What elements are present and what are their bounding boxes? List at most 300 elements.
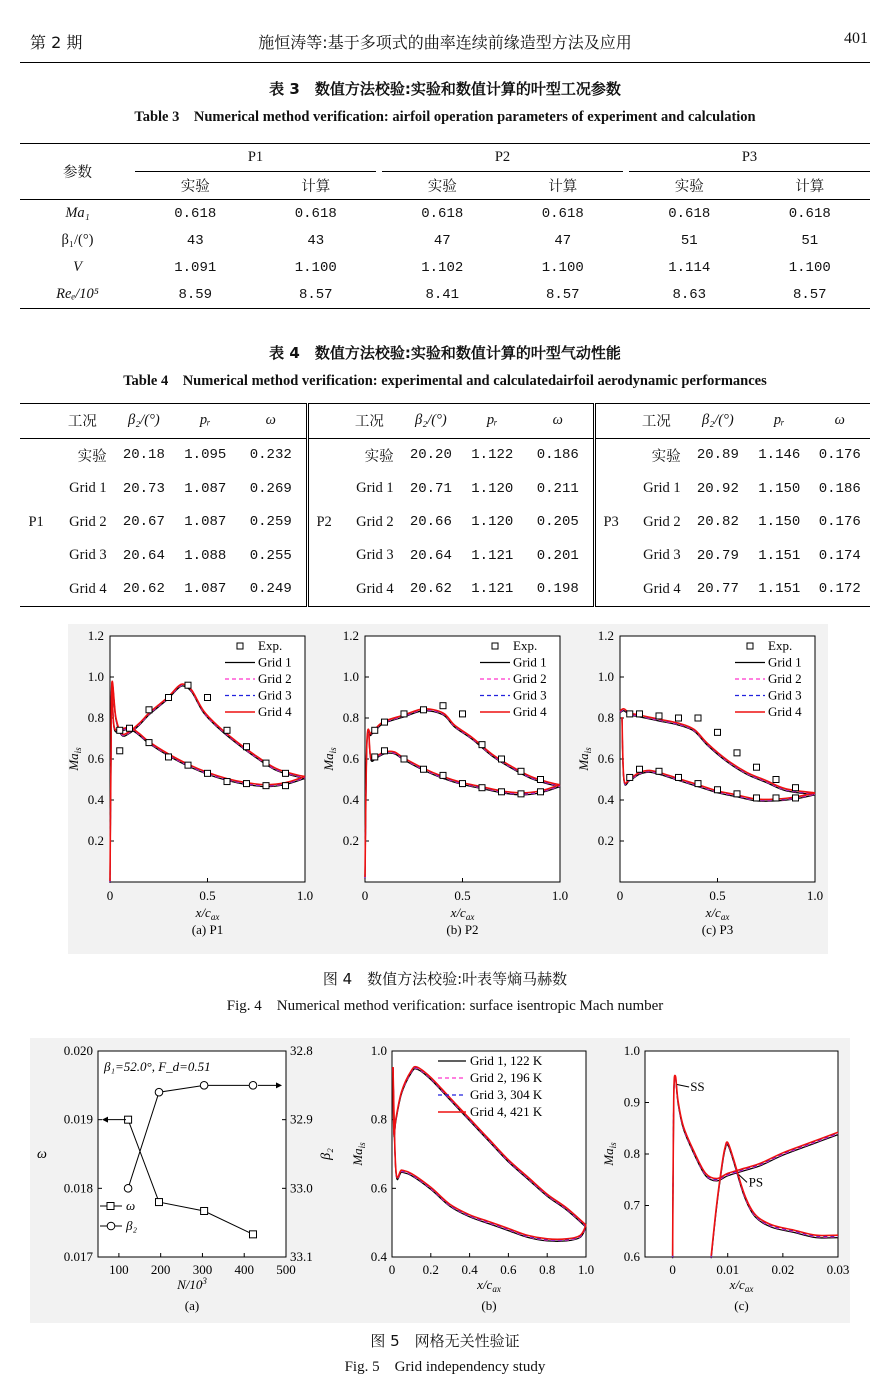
exp-marker (695, 715, 701, 721)
y-tick-label: 0.4 (370, 1249, 387, 1264)
legend-label: Grid 2 (258, 671, 292, 686)
y-axis-label-sub: is (73, 747, 83, 754)
table4-block-label: P2 (316, 513, 332, 530)
table-cell: 8.63 (672, 286, 707, 303)
table-cell: 20.62 (122, 581, 165, 598)
exp-marker (401, 711, 407, 717)
table4-row-label: Grid 3 (643, 547, 681, 564)
table3-row-label: Ma₁ (65, 205, 90, 221)
table3-row-label: β₁/(°) (61, 232, 94, 248)
y-tick-label: 0.6 (87, 751, 104, 766)
y-axis-label-sub: is (357, 1142, 367, 1149)
exp-marker (676, 715, 682, 721)
y-tick-label: 0.2 (597, 833, 614, 848)
exp-marker (382, 748, 388, 754)
x-tick-label: 1.0 (806, 888, 824, 903)
table-cell: 51 (801, 232, 819, 249)
exp-marker (166, 695, 172, 701)
table-cell: 1.102 (421, 259, 464, 276)
table-cell: 20.92 (696, 480, 739, 497)
beta2-marker (124, 1185, 132, 1193)
table3-row-label: Reₑ/10⁵ (56, 286, 99, 302)
x-tick-label: 0 (669, 1262, 676, 1277)
table-cell: 0.259 (236, 506, 308, 540)
table4-row-label: Grid 1 (356, 480, 394, 497)
exp-marker (440, 703, 446, 709)
table-cell: 20.18 (122, 447, 165, 464)
table4-caption-en: Table 4 Numerical method verification: experimental and calculatedairfoil aerodynamic performances (123, 373, 767, 389)
exp-marker (127, 725, 133, 731)
y-axis-label-sub: is (583, 747, 593, 754)
y2-tick-label: 32.9 (290, 1111, 313, 1127)
exp-marker (656, 768, 662, 774)
legend-marker-omega (107, 1203, 114, 1210)
table-cell: 1.151 (758, 581, 801, 598)
x-axis-label-sup: 3 (202, 1276, 207, 1286)
header-rule (20, 62, 870, 63)
exp-marker (372, 754, 378, 760)
table-cell: 1.114 (668, 259, 711, 276)
fig4-subplot-3 (576, 628, 823, 937)
exp-marker (518, 768, 524, 774)
x-tick-label: 0.5 (454, 888, 471, 903)
table-cell: 0.232 (236, 438, 308, 472)
running-header (0, 0, 890, 64)
table-cell: 0.201 (523, 539, 595, 573)
table3-sub-header: 计算 (301, 179, 331, 195)
table4-head: ω (523, 404, 595, 439)
table-cell: 43 (307, 232, 325, 249)
legend-label: Grid 4 (768, 704, 802, 719)
table3-group-header: P2 (382, 144, 623, 172)
x-tick-label: 0 (361, 888, 369, 903)
x-tick-label: 1.0 (577, 1262, 595, 1277)
table4-head: ω (236, 404, 308, 439)
y-tick-label: 0.9 (623, 1094, 640, 1110)
table4-head: pᵣ (773, 412, 785, 429)
x-tick-label: 0.02 (771, 1262, 795, 1277)
subplot-caption: (a) (184, 1298, 200, 1313)
table-cell: 1.100 (541, 259, 584, 276)
exp-marker (146, 707, 152, 713)
table4-row-label: Grid 3 (69, 547, 107, 564)
legend-label: Grid 2 (513, 671, 547, 686)
y-tick-label: 0.8 (342, 710, 359, 725)
exp-marker (793, 795, 799, 801)
x-tick-label: 0.6 (500, 1262, 517, 1277)
x-tick-label: 0.8 (539, 1262, 556, 1277)
y-tick-label: 0.020 (63, 1043, 93, 1058)
table-cell: 20.66 (409, 514, 452, 531)
table4-block-label (595, 438, 627, 472)
table3-group-header: P3 (629, 144, 870, 172)
table-cell: 1.095 (184, 447, 227, 464)
table4-row-label: Grid 4 (356, 580, 394, 597)
table3-sub-header: 实验 (427, 179, 457, 195)
table-row (20, 506, 870, 540)
x-tick-label: 0.01 (716, 1262, 740, 1277)
exp-marker (244, 781, 250, 787)
y-tick-label: 0.2 (87, 833, 104, 848)
exp-marker (283, 783, 289, 789)
table-cell: 0.174 (818, 547, 861, 564)
exp-marker (793, 785, 799, 791)
exp-marker (676, 774, 682, 780)
y2-tick-label: 33.1 (290, 1249, 313, 1264)
y-tick-label: 0.2 (342, 833, 359, 848)
table-cell: 20.20 (409, 447, 452, 464)
ps-label: PS (748, 1174, 764, 1190)
x-tick-label: 0.5 (199, 888, 216, 903)
legend-marker-exp (492, 643, 498, 649)
table-cell: 0.172 (818, 581, 861, 598)
y-axis-label: $Ma_{is}$ (321, 747, 338, 771)
y-axis-label: $Ma_{is}$ (350, 1142, 367, 1166)
table-cell: 8.41 (425, 286, 460, 303)
table-cell: 8.59 (178, 286, 213, 303)
table-row (20, 573, 870, 607)
legend-label: Grid 3, 304 K (470, 1087, 543, 1102)
table4-head: 工况 (354, 414, 384, 431)
exp-marker (695, 781, 701, 787)
omega-marker (155, 1199, 162, 1206)
table4-block-label: P3 (603, 513, 619, 530)
table-row (20, 254, 870, 281)
y-tick-label: 1.2 (87, 628, 104, 643)
y-tick-label: 1.0 (87, 669, 104, 684)
table4-head: 工况 (641, 414, 671, 431)
exp-marker (185, 762, 191, 768)
y-tick-label: 0.8 (370, 1111, 387, 1127)
table4-row-label: Grid 2 (69, 513, 107, 530)
x-axis-label-sub: ax (465, 912, 475, 922)
fig5-subplot-2 (350, 1043, 594, 1313)
table-cell: 20.64 (122, 547, 165, 564)
y2-tick-label: 33.0 (290, 1180, 313, 1196)
legend-label: Grid 4, 421 K (470, 1104, 543, 1119)
table4-row-label: Grid 4 (643, 580, 681, 597)
y-tick-label: 1.0 (342, 669, 359, 684)
table4-row-label: 实验 (364, 448, 394, 465)
fig4-subplot-1 (66, 628, 313, 937)
x-axis-label: $x/c_{ax}$ (477, 1277, 501, 1294)
fig5-caption-en: Fig. 5 Grid independency study (344, 1359, 546, 1375)
table4 (20, 403, 870, 607)
x-axis-label: $x/c_{ax}$ (705, 905, 730, 922)
table-cell: 20.73 (122, 480, 165, 497)
table4-row-label: Grid 2 (356, 513, 394, 530)
subplot-caption: (a) P1 (191, 922, 224, 937)
table4-block-label (308, 573, 340, 607)
table-cell: 20.64 (409, 547, 452, 564)
exp-marker (460, 711, 466, 717)
exp-marker (499, 789, 505, 795)
table-cell: 0.618 (294, 205, 337, 222)
y-axis-label: $Ma_{is}$ (66, 747, 83, 771)
table-cell: 20.77 (696, 581, 739, 598)
table-cell: 0.249 (236, 573, 308, 607)
x-tick-label: 0 (616, 888, 624, 903)
x-tick-label: 200 (150, 1262, 171, 1277)
y-tick-label: 0.6 (623, 1249, 640, 1264)
table-cell: 0.269 (236, 472, 308, 506)
exp-marker (283, 770, 289, 776)
fig5-caption-zh: 图 5 网格无关性验证 (370, 1332, 520, 1350)
legend-label: Exp. (258, 638, 283, 653)
table3-caption-en: Table 3 Numerical method verification: airfoil operation parameters of experiment and calculation (134, 109, 756, 125)
table4-row-label: 实验 (651, 448, 681, 465)
x-axis-label: $x/c_{ax}$ (195, 905, 220, 922)
y-tick-label: 0.017 (63, 1249, 93, 1264)
table3-sub-header: 实验 (674, 179, 704, 195)
legend-label: Grid 1 (258, 654, 292, 670)
x-axis-label-sub: ax (492, 1284, 501, 1294)
exp-marker (440, 772, 446, 778)
exp-marker (754, 764, 760, 770)
exp-marker (734, 750, 740, 756)
table4-caption-zh: 表 4 数值方法校验:实验和数值计算的叶型气动性能 (269, 344, 621, 362)
table-cell: 0.618 (668, 205, 711, 222)
table-row (20, 281, 870, 309)
fig5-subplot-3 (601, 1043, 849, 1313)
legend-label: Grid 2 (768, 671, 802, 686)
y2-axis-label: β₂ (319, 1148, 334, 1160)
table-cell: 0.198 (523, 573, 595, 607)
table-cell: 1.087 (184, 514, 227, 531)
table-cell: 1.150 (758, 514, 801, 531)
table-cell: 20.89 (696, 447, 739, 464)
y-tick-label: 0.4 (342, 792, 359, 807)
table-cell: 20.79 (696, 547, 739, 564)
omega-marker (249, 1231, 256, 1238)
x-axis-label-sub: ax (744, 1284, 754, 1294)
y-tick-label: 1.0 (597, 669, 614, 684)
exp-marker (205, 770, 211, 776)
fig5-chart (0, 1035, 890, 1330)
subplot-caption: (b) P2 (446, 922, 479, 937)
legend-label: Grid 4 (258, 704, 292, 719)
table4-row-label: Grid 1 (643, 480, 681, 497)
y-tick-label: 0.8 (597, 710, 614, 725)
table4-head: pᵣ (486, 412, 498, 429)
table-cell: 1.100 (294, 259, 337, 276)
table-cell: 20.71 (409, 480, 452, 497)
table-cell: 1.120 (471, 514, 514, 531)
subplot-caption: (c) P3 (701, 922, 734, 937)
table-cell: 1.088 (184, 547, 227, 564)
table-cell: 20.67 (122, 514, 165, 531)
table4-head: pᵣ (199, 412, 211, 429)
exp-marker (479, 785, 485, 791)
x-axis-label-sub: ax (720, 912, 730, 922)
x-tick-label: 1.0 (551, 888, 569, 903)
table4-block-label (308, 438, 340, 472)
exp-marker (637, 766, 643, 772)
table-cell: 1.100 (788, 259, 831, 276)
omega-marker (201, 1207, 208, 1214)
exp-marker (166, 754, 172, 760)
exp-marker (205, 695, 211, 701)
table-cell: 1.121 (471, 547, 514, 564)
table4-row-label: Grid 4 (69, 580, 107, 597)
x-tick-label: 0.03 (826, 1262, 850, 1277)
table-cell: 0.618 (541, 205, 584, 222)
fig4-caption-zh: 图 4 数值方法校验:叶表等熵马赫数 (322, 970, 568, 988)
exp-marker (146, 740, 152, 746)
fig4-chart (0, 620, 890, 960)
fig4-caption-en: Fig. 4 Numerical method verification: surface isentropic Mach number (226, 998, 664, 1014)
legend-label: Grid 2, 196 K (470, 1070, 543, 1085)
table3-sub-header: 计算 (795, 179, 825, 195)
table3-sub-header: 实验 (180, 179, 210, 195)
table4-block-label (20, 438, 52, 472)
table-cell: 1.150 (758, 480, 801, 497)
exp-marker (244, 744, 250, 750)
y-tick-label: 0.6 (597, 751, 614, 766)
exp-marker (224, 779, 230, 785)
table-cell: 0.186 (523, 438, 595, 472)
table-cell: 1.121 (471, 581, 514, 598)
table-cell: 1.151 (758, 547, 801, 564)
y-axis-label: ω (37, 1147, 47, 1162)
table-cell: 1.120 (471, 480, 514, 497)
x-tick-label: 400 (234, 1262, 254, 1277)
table-cell: 0.205 (523, 506, 595, 540)
table-cell: 0.618 (788, 205, 831, 222)
y-tick-label: 1.2 (597, 628, 614, 643)
legend-marker-beta2 (107, 1222, 115, 1230)
legend-label: Grid 1, 122 K (470, 1053, 543, 1068)
y-tick-label: 0.4 (87, 792, 104, 807)
x-tick-label: 0.5 (709, 888, 726, 903)
legend-label: Grid 1 (513, 654, 547, 670)
legend-label: Exp. (768, 638, 793, 653)
table-cell: 8.57 (792, 286, 827, 303)
table-cell: 20.82 (696, 514, 739, 531)
table3-caption-zh: 表 3 数值方法校验:实验和数值计算的叶型工况参数 (269, 80, 621, 98)
exp-marker (499, 756, 505, 762)
exp-marker (518, 791, 524, 797)
table-cell: 1.091 (174, 259, 217, 276)
y-tick-label: 1.2 (342, 628, 359, 643)
subplot-caption: (b) (481, 1298, 497, 1313)
table-cell: 1.146 (758, 447, 801, 464)
x-axis-label: $x/c_{ax}$ (729, 1277, 754, 1294)
table4-head: 工况 (67, 414, 97, 431)
table4-block-label (308, 539, 340, 573)
y-tick-label: 0.6 (342, 751, 359, 766)
table3-row-label: V (73, 259, 82, 275)
table-cell: 47 (433, 232, 451, 249)
y-axis-label: $Ma_{is}$ (576, 747, 593, 771)
table-cell: 0.176 (818, 447, 861, 464)
y-axis-label: $Ma_{is}$ (601, 1142, 618, 1166)
exp-marker (372, 727, 378, 733)
table-cell: 0.255 (236, 539, 308, 573)
exp-marker (734, 791, 740, 797)
exp-marker (460, 781, 466, 787)
legend-label: Grid 3 (768, 687, 802, 703)
exp-marker (538, 789, 544, 795)
y-tick-label: 0.8 (87, 710, 104, 725)
table4-block-label (595, 472, 627, 506)
annotation: β₁=52.0°, F_d=0.51 (104, 1059, 211, 1074)
legend-label: ω (126, 1198, 136, 1213)
x-tick-label: 0.2 (422, 1262, 439, 1277)
exp-marker (263, 783, 269, 789)
table-cell: 43 (186, 232, 204, 249)
fig5-subplot-1 (37, 1043, 334, 1313)
table-cell: 1.087 (184, 480, 227, 497)
exp-marker (656, 713, 662, 719)
x-tick-label: 500 (276, 1262, 296, 1277)
exp-marker (773, 795, 779, 801)
table-row (20, 539, 870, 573)
y-tick-label: 1.0 (623, 1043, 640, 1058)
table-cell: 0.176 (818, 514, 861, 531)
y-tick-label: 0.018 (63, 1180, 93, 1196)
exp-marker (401, 756, 407, 762)
legend-label: Grid 4 (513, 704, 547, 719)
y-axis-label-sub: is (608, 1142, 618, 1149)
table-cell: 0.186 (818, 480, 861, 497)
beta2-marker (155, 1088, 163, 1096)
running-title: 施恒涛等:基于多项式的曲率连续前缘造型方法及应用 (258, 33, 632, 52)
table4-head: ω (834, 412, 845, 429)
table4-block-label (595, 539, 627, 573)
table3 (20, 143, 870, 309)
legend-marker-exp (747, 643, 753, 649)
table3-group-header: P1 (135, 144, 376, 172)
exp-marker (421, 707, 427, 713)
exp-marker (117, 748, 123, 754)
table-cell: 1.087 (184, 581, 227, 598)
table-cell: 51 (680, 232, 698, 249)
x-tick-label: 0 (388, 1262, 396, 1277)
legend-label: Exp. (513, 638, 538, 653)
ss-label: SS (690, 1079, 705, 1095)
x-tick-label: 300 (192, 1262, 213, 1277)
exp-marker (117, 727, 123, 733)
y-axis-label-sub: is (328, 747, 338, 754)
legend-label: Grid 1 (768, 654, 802, 670)
subplot-caption: (c) (734, 1298, 749, 1313)
table4-row-label: Grid 1 (69, 480, 107, 497)
x-tick-label: 0 (106, 888, 114, 903)
table4-block-label (308, 472, 340, 506)
x-tick-label: 1.0 (296, 888, 314, 903)
beta2-marker (200, 1082, 208, 1090)
legend-label: Grid 3 (258, 687, 292, 703)
exp-marker (715, 729, 721, 735)
table-cell: 8.57 (298, 286, 333, 303)
y-tick-label: 0.7 (623, 1197, 640, 1213)
exp-marker (421, 766, 427, 772)
exp-marker (479, 742, 485, 748)
table-cell: 8.57 (545, 286, 580, 303)
y-tick-label: 0.6 (370, 1180, 387, 1196)
exp-marker (637, 711, 643, 717)
exp-marker (224, 727, 230, 733)
fig4-subplot-2 (321, 628, 568, 937)
table4-block-label (20, 539, 52, 573)
table-row (20, 438, 870, 472)
legend-marker-exp (237, 643, 243, 649)
table4-block-label (595, 573, 627, 607)
table4-row-label: Grid 2 (643, 513, 681, 530)
x-tick-label: 100 (109, 1262, 129, 1277)
table4-row-label: 实验 (77, 448, 107, 465)
